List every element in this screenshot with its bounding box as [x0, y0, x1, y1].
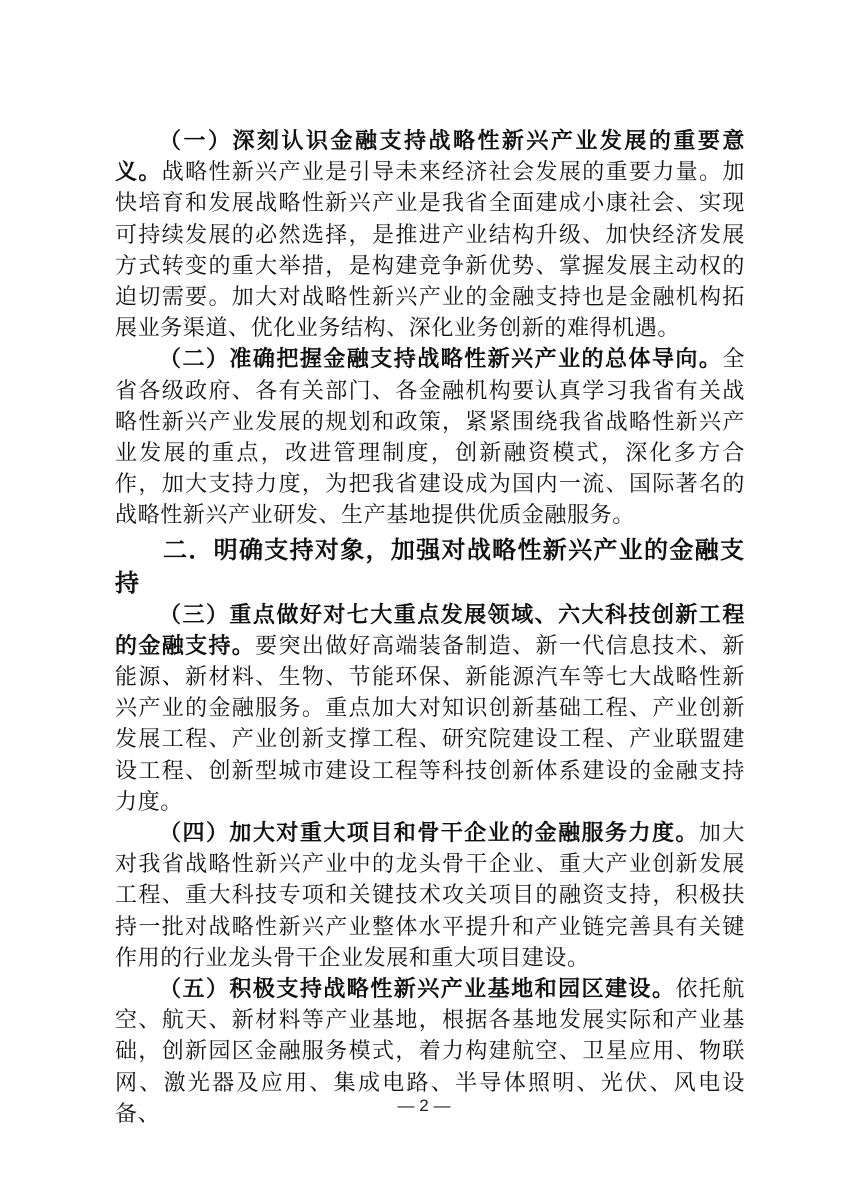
paragraph-3: [115, 600, 745, 818]
paragraph-2-body: 全省各级政府、各有关部门、各金融机构要认真学习我省有关战略性新兴产业发展的规划和政策，紧紧围绕我省战略性新兴产业发展的重点，改进管理制度，创新融资模式，深化多方合作，加大支持力度，为把我省建设成为国内一流、国际著名的战略性新兴产业研发、生产基地提供优质金融服务。: [115, 347, 745, 529]
paragraph-3-lead: （三）重点做好对七大重点发展领域、六大科技创新工程的金融支持。: [115, 601, 745, 659]
paragraph-4: [115, 818, 745, 974]
paragraph-1-lead: （一）深刻认识金融支持战略性新兴产业发展的重要意义。: [115, 128, 745, 186]
paragraph-5-body: 依托航空、航天、新材料等产业基地，根据各基地发展实际和产业基础，创新园区金融服务模式，着力构建航空、卫星应用、物联网、激光器及应用、集成电路、半导体照明、光伏、风电设备、: [115, 977, 745, 1127]
paragraph-2: [115, 344, 745, 531]
document-page: [115, 126, 745, 1130]
paragraph-4-lead: （四）加大对重大项目和骨干企业的金融服务力度。: [159, 820, 699, 847]
paragraph-4-body: 加大对我省战略性新兴产业中的龙头骨干企业、重大产业创新发展工程、重大科技专项和关键技术攻关项目的融资支持，积极扶持一批对战略性新兴产业整体水平提升和产业链完善具有关键作用的行业龙头骨干企业发展和重大项目建设。: [115, 821, 745, 971]
section-heading: 二．明确支持对象，加强对战略性新兴产业的金融支持: [115, 535, 745, 597]
page-number: — 2 —: [397, 1096, 451, 1115]
paragraph-1: [115, 126, 745, 344]
paragraph-5-lead: （五）积极支持战略性新兴产业基地和园区建设。: [159, 976, 676, 1003]
paragraph-2-lead: （二）准确把握金融支持战略性新兴产业的总体导向。: [159, 346, 723, 373]
paragraph-3-body: 要突出做好高端装备制造、新一代信息技术、新能源、新材料、生物、节能环保、新能源汽车等七大战略性新兴产业的金融服务。重点加大对知识创新基础工程、产业创新发展工程、产业创新支撑工程、研究院建设工程、产业联盟建设工程、创新型城市建设工程等科技创新体系建设的金融支持力度。: [115, 633, 745, 815]
paragraph-1-body: 战略性新兴产业是引导未来经济社会发展的重要力量。加快培育和发展战略性新兴产业是我省全面建成小康社会、实现可持续发展的必然选择，是推进产业结构升级、加快经济发展方式转变的重大举措，是构建竞争新优势、掌握发展主动权的迫切需要。加大对战略性新兴产业的金融支持也是金融机构拓展业务渠道、优化业务结构、深化业务创新的难得机遇。: [115, 160, 745, 342]
